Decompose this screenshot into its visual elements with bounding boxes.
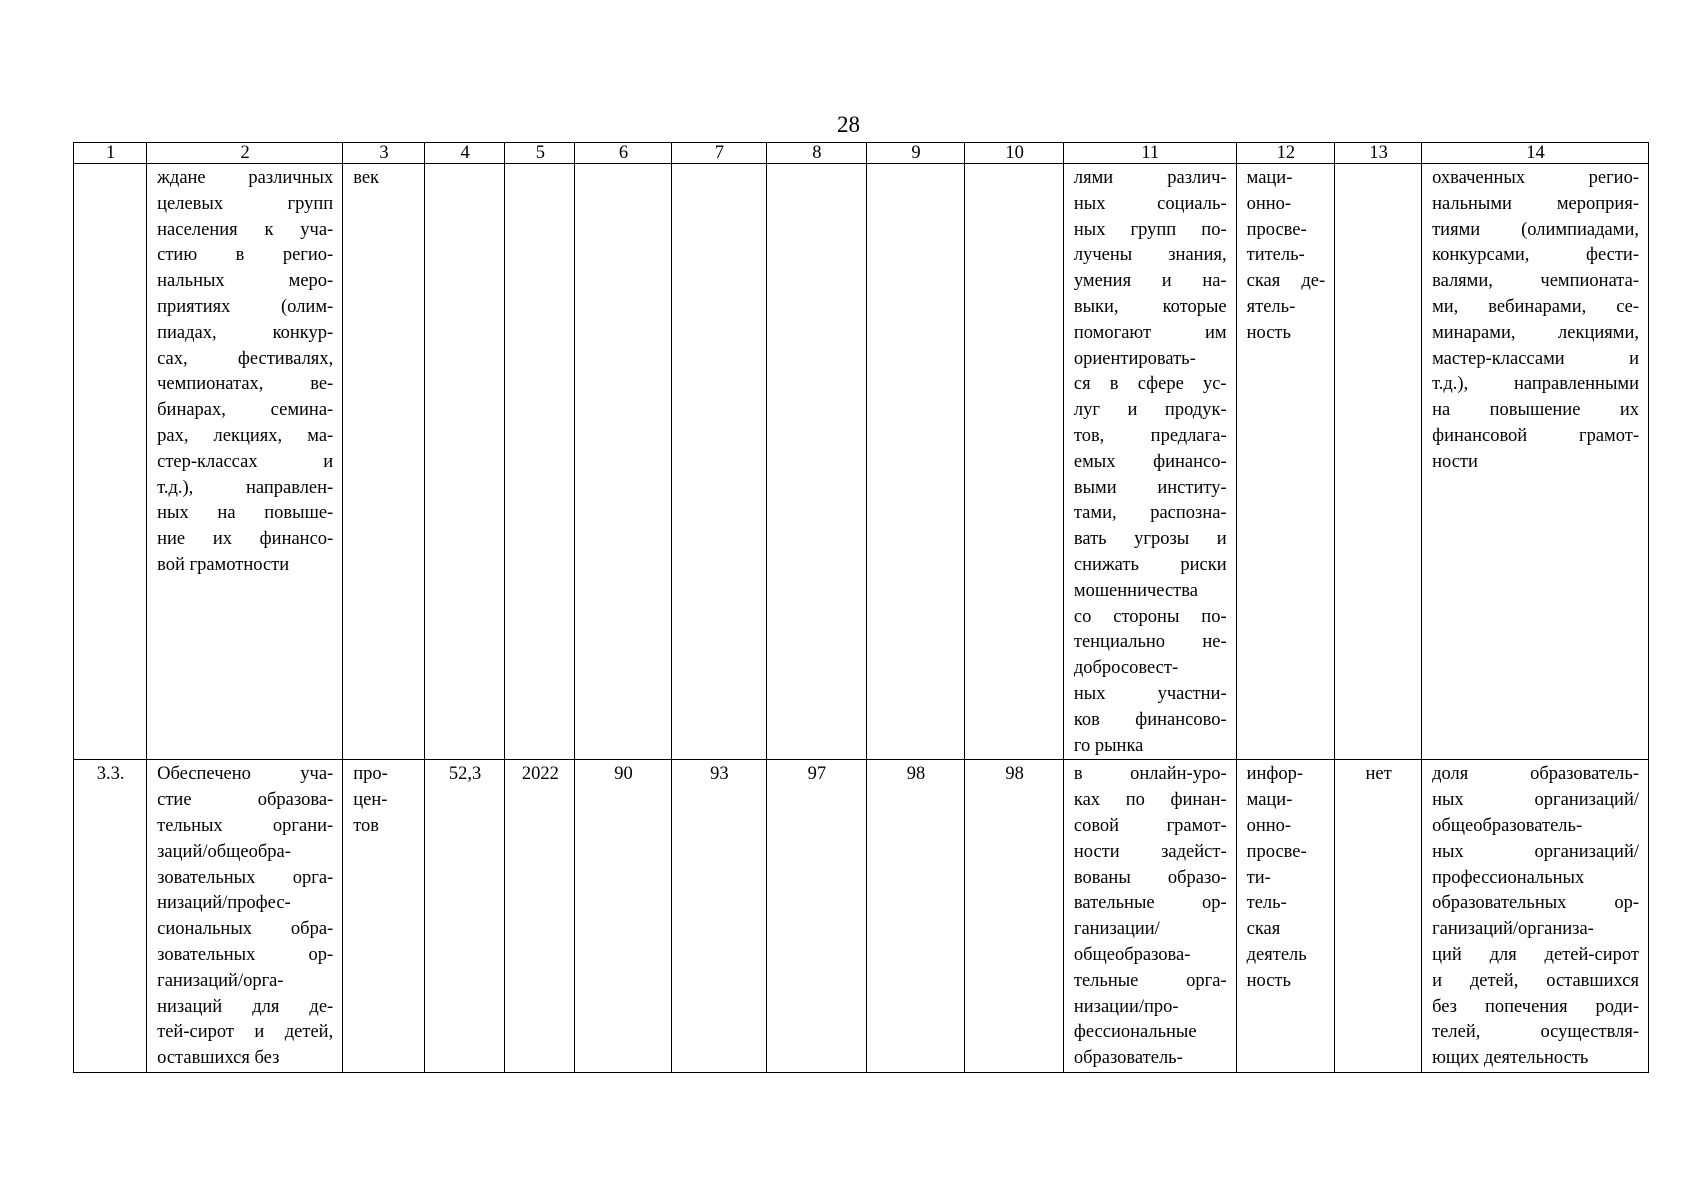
cell-number: 3.3. bbox=[74, 760, 147, 1073]
cell-text-line: ность bbox=[1246, 322, 1291, 343]
cell-text-line: приятиях (олим- bbox=[157, 296, 334, 317]
cell-text-line: инфор- bbox=[1246, 764, 1304, 785]
cell-text-line: просве- bbox=[1246, 841, 1307, 862]
cell-text-line: ций для детей-сирот bbox=[1432, 944, 1639, 965]
col-header: 4 bbox=[424, 143, 505, 164]
cell-text-line: чемпионатах, ве- bbox=[157, 374, 334, 395]
cell-text-line: век bbox=[353, 168, 380, 188]
col-header: 14 bbox=[1422, 143, 1649, 164]
cell-text-line: онно- bbox=[1246, 193, 1292, 214]
cell-text-line: тов bbox=[353, 815, 380, 836]
table-row bbox=[74, 760, 1649, 1073]
cell-value: 93 bbox=[671, 760, 766, 1073]
cell-text-line: тей-сирот и детей, bbox=[157, 1022, 334, 1043]
cell-text-line: маци- bbox=[1246, 168, 1293, 188]
cell-text-line: выки, которые bbox=[1073, 296, 1227, 317]
cell-text-line: ности bbox=[1432, 451, 1478, 472]
cell-base-value bbox=[424, 164, 505, 760]
cell-text-line: т.д.), направленными bbox=[1432, 374, 1639, 395]
cell-result bbox=[1063, 760, 1236, 1073]
cell-flag bbox=[1335, 164, 1422, 760]
cell-indicator bbox=[1422, 164, 1649, 760]
cell-text-line: ность bbox=[1246, 970, 1291, 991]
cell-text-line: титель- bbox=[1246, 245, 1305, 266]
cell-text-line: ганизаций/организа- bbox=[1432, 919, 1594, 940]
cell-text-line: пиадах, конкур- bbox=[157, 322, 334, 343]
cell-text-line: тельных органи- bbox=[157, 815, 334, 836]
cell-text-line: ти- bbox=[1246, 867, 1271, 888]
cell-text-line: ганизации/ bbox=[1073, 919, 1160, 940]
cell-text-line: просве- bbox=[1246, 219, 1307, 240]
cell-value bbox=[767, 164, 867, 760]
cell-text-line: без попечения роди- bbox=[1432, 996, 1639, 1017]
cell-result bbox=[1063, 164, 1236, 760]
cell-text-line: ных организаций/ bbox=[1432, 841, 1639, 862]
cell-text-line: вательные ор- bbox=[1073, 893, 1227, 914]
cell-text-line: охваченных регио- bbox=[1432, 168, 1639, 188]
cell-text-line: минарами, лекциями, bbox=[1432, 322, 1639, 343]
cell-text-line: добросовест- bbox=[1073, 658, 1179, 679]
cell-text-line: про- bbox=[353, 764, 388, 785]
cell-text-line: вой грамотности bbox=[157, 554, 290, 575]
cell-text-line: мастер-классами и bbox=[1432, 348, 1639, 369]
cell-value bbox=[965, 164, 1064, 760]
cell-text-line: сах, фестивалях, bbox=[157, 348, 334, 369]
cell-text-line: лями различ- bbox=[1073, 168, 1227, 188]
cell-text-line: снижать риски bbox=[1073, 554, 1227, 575]
col-header: 8 bbox=[767, 143, 867, 164]
cell-text-line: ков финансово- bbox=[1073, 709, 1227, 730]
cell-text-line: вованы образо- bbox=[1073, 867, 1227, 888]
cell-text-line: ятель- bbox=[1246, 296, 1296, 317]
cell-text-line: ющих деятельность bbox=[1432, 1048, 1589, 1069]
cell-text-line: онно- bbox=[1246, 815, 1292, 836]
cell-text-line: тенциально не- bbox=[1073, 632, 1227, 653]
cell-value bbox=[671, 164, 766, 760]
col-header: 9 bbox=[866, 143, 965, 164]
cell-type bbox=[1236, 164, 1335, 760]
cell-text-line: ганизаций/орга- bbox=[157, 970, 284, 991]
cell-text-line: тиями (олимпиадами, bbox=[1432, 219, 1639, 240]
cell-text-line: помогают им bbox=[1073, 322, 1227, 343]
cell-description bbox=[147, 760, 343, 1073]
cell-text-line: стию в регио- bbox=[157, 245, 334, 266]
col-header: 5 bbox=[505, 143, 575, 164]
cell-base-value: 52,3 bbox=[424, 760, 505, 1073]
cell-base-year bbox=[505, 164, 575, 760]
cell-text-line: ся в сфере ус- bbox=[1073, 374, 1227, 395]
cell-description bbox=[147, 164, 343, 760]
cell-text-line: стер-классах и bbox=[157, 451, 334, 472]
cell-text-line: зовательных ор- bbox=[157, 944, 334, 965]
cell-type bbox=[1236, 760, 1335, 1073]
cell-text-line: образовательных ор- bbox=[1432, 893, 1639, 914]
cell-text-line: ных организаций/ bbox=[1432, 790, 1639, 811]
cell-text-line: валями, чемпионата- bbox=[1432, 271, 1639, 292]
col-header: 11 bbox=[1063, 143, 1236, 164]
col-header: 1 bbox=[74, 143, 147, 164]
cell-text-line: маци- bbox=[1246, 790, 1293, 811]
cell-text-line: зовательных орга- bbox=[157, 867, 334, 888]
cell-text-line: низаций для де- bbox=[157, 996, 334, 1017]
cell-text-line: нальных меро- bbox=[157, 271, 334, 292]
cell-text-line: го рынка bbox=[1073, 735, 1144, 756]
header-row bbox=[74, 143, 1649, 164]
cell-text-line: образователь- bbox=[1073, 1048, 1183, 1069]
cell-text-line: целевых групп bbox=[157, 193, 334, 214]
cell-text-line: емых финансо- bbox=[1073, 451, 1227, 472]
col-header: 2 bbox=[147, 143, 343, 164]
cell-value: 98 bbox=[965, 760, 1064, 1073]
cell-text-line: Обеспечено уча- bbox=[157, 764, 334, 785]
cell-text-line: вать угрозы и bbox=[1073, 529, 1227, 550]
cell-text-line: и детей, оставшихся bbox=[1432, 970, 1639, 991]
cell-text-line: ние их финансо- bbox=[157, 529, 334, 550]
cell-text-line: сиональных обра- bbox=[157, 919, 334, 940]
col-header: 6 bbox=[575, 143, 671, 164]
cell-text-line: ках по финан- bbox=[1073, 790, 1227, 811]
col-header: 10 bbox=[965, 143, 1064, 164]
cell-unit bbox=[343, 164, 425, 760]
cell-value: 97 bbox=[767, 760, 867, 1073]
cell-text-line: ности задейст- bbox=[1073, 841, 1227, 862]
cell-text-line: деятель bbox=[1246, 944, 1307, 965]
cell-text-line: выми институ- bbox=[1073, 477, 1227, 498]
cell-text-line: тов, предлага- bbox=[1073, 425, 1227, 446]
cell-text-line: фессиональные bbox=[1073, 1022, 1197, 1043]
col-header: 3 bbox=[343, 143, 425, 164]
cell-text-line: ждане различных bbox=[157, 168, 334, 188]
cell-text-line: со стороны по- bbox=[1073, 606, 1227, 627]
cell-unit bbox=[343, 760, 425, 1073]
cell-text-line: бинарах, семина- bbox=[157, 400, 334, 421]
cell-text-line: низаций/профес- bbox=[157, 893, 291, 914]
cell-text-line: на повышение их bbox=[1432, 400, 1639, 421]
cell-text-line: общеобразователь- bbox=[1432, 815, 1583, 836]
col-header: 7 bbox=[671, 143, 766, 164]
cell-text-line: доля образователь- bbox=[1432, 764, 1639, 785]
cell-value bbox=[575, 164, 671, 760]
cell-value: 90 bbox=[575, 760, 671, 1073]
cell-text-line: ных социаль- bbox=[1073, 193, 1227, 214]
table-row bbox=[74, 164, 1649, 760]
cell-text-line: финансовой грамот- bbox=[1432, 425, 1639, 446]
cell-text-line: луг и продук- bbox=[1073, 400, 1227, 421]
cell-text-line: оставшихся без bbox=[157, 1048, 280, 1069]
cell-text-line: ориентировать- bbox=[1073, 348, 1196, 369]
cell-number bbox=[74, 164, 147, 760]
cell-text-line: стие образова- bbox=[157, 790, 334, 811]
cell-text-line: конкурсами, фести- bbox=[1432, 245, 1639, 266]
cell-text-line: нальными мероприя- bbox=[1432, 193, 1639, 214]
cell-indicator bbox=[1422, 760, 1649, 1073]
cell-text-line: рах, лекциях, ма- bbox=[157, 425, 334, 446]
indicator-table bbox=[73, 142, 1649, 1073]
cell-text-line: в онлайн-уро- bbox=[1073, 764, 1227, 785]
cell-text-line: ных участни- bbox=[1073, 683, 1227, 704]
cell-text-line: ми, вебинарами, се- bbox=[1432, 296, 1639, 317]
cell-text-line: ных групп по- bbox=[1073, 219, 1227, 240]
cell-text-line: профессиональных bbox=[1432, 867, 1585, 888]
page-number: 28 bbox=[837, 112, 860, 137]
cell-base-year: 2022 bbox=[505, 760, 575, 1073]
cell-value bbox=[866, 164, 965, 760]
cell-text-line: заций/общеобра- bbox=[157, 841, 291, 862]
cell-text-line: умения и на- bbox=[1073, 271, 1227, 292]
cell-text-line: тельные орга- bbox=[1073, 970, 1227, 991]
col-header: 12 bbox=[1236, 143, 1335, 164]
cell-text-line: тель- bbox=[1246, 893, 1287, 914]
cell-text-line: лучены знания, bbox=[1073, 245, 1227, 266]
cell-text-line: низации/про- bbox=[1073, 996, 1179, 1017]
cell-text-line: т.д.), направлен- bbox=[157, 477, 334, 498]
cell-text-line: ных на повыше- bbox=[157, 503, 334, 524]
cell-text-line: мошенничества bbox=[1073, 580, 1198, 601]
cell-text-line: населения к уча- bbox=[157, 219, 334, 240]
cell-value: 98 bbox=[866, 760, 965, 1073]
cell-text-line: тами, распозна- bbox=[1073, 503, 1227, 524]
cell-text-line: ская bbox=[1246, 919, 1281, 940]
cell-flag: нет bbox=[1335, 760, 1422, 1073]
cell-text-line: совой грамот- bbox=[1073, 815, 1227, 836]
cell-text-line: цен- bbox=[353, 790, 388, 811]
col-header: 13 bbox=[1335, 143, 1422, 164]
cell-text-line: общеобразова- bbox=[1073, 944, 1191, 965]
cell-text-line: телей, осуществля- bbox=[1432, 1022, 1639, 1043]
cell-text-line: ская де- bbox=[1246, 271, 1326, 292]
